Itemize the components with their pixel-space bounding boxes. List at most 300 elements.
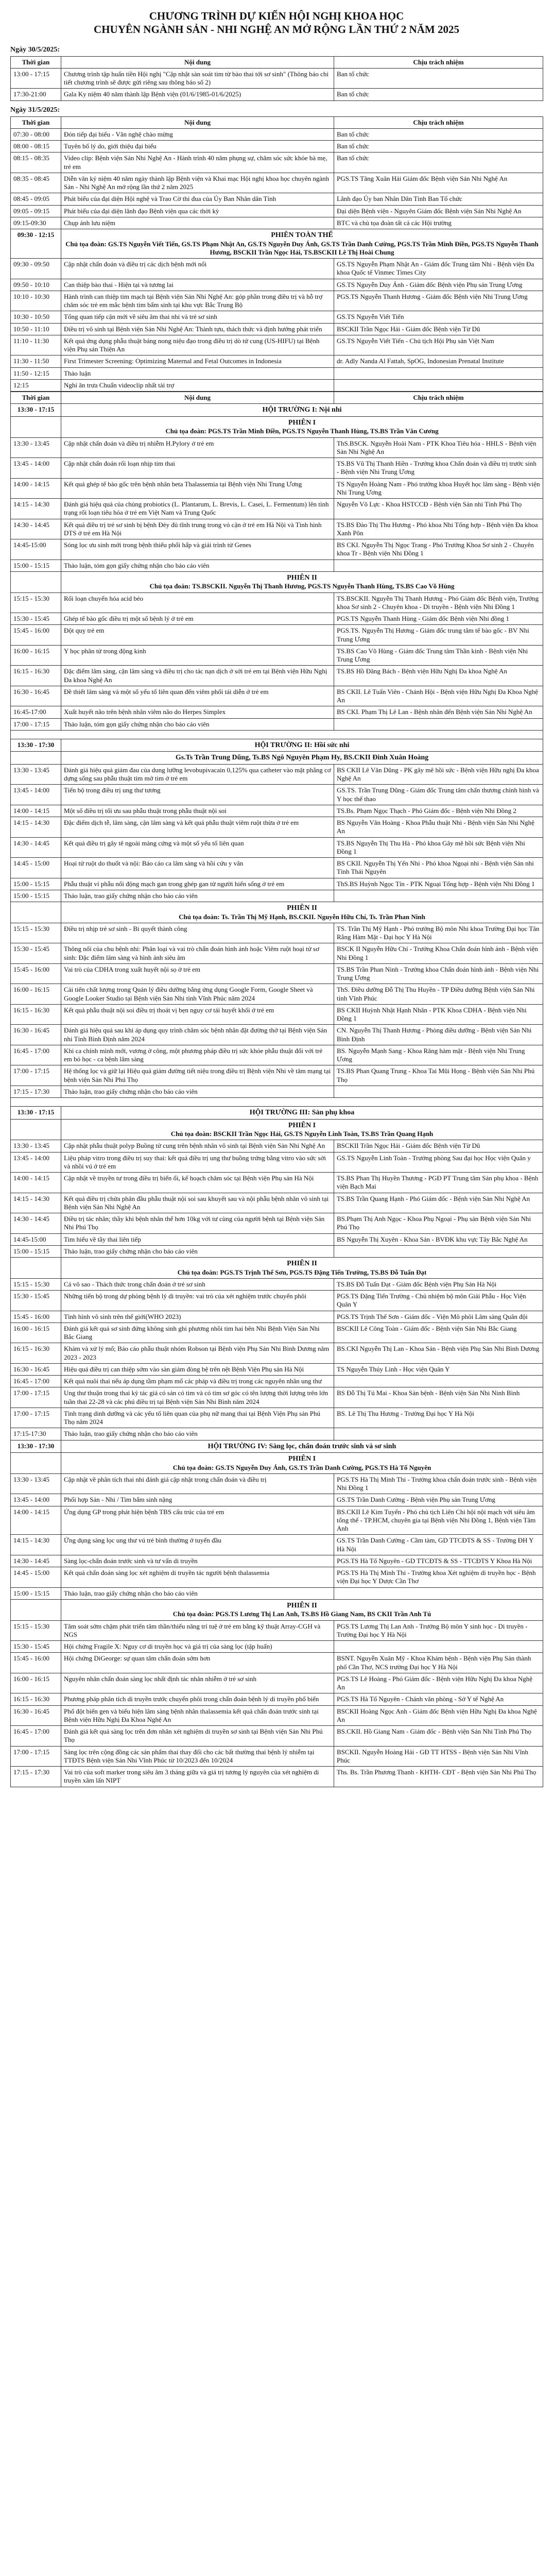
session-title: HỘI TRƯỜNG III: Sản phụ khoa bbox=[249, 1109, 355, 1116]
session-header-row bbox=[11, 1258, 543, 1279]
table-row bbox=[11, 718, 543, 730]
row-responsible: GS.TS Trần Danh Cường - Bệnh viện Phụ sản Trung Ương bbox=[334, 1494, 543, 1506]
row-responsible: GS.TS Nguyễn Viết Tiến bbox=[334, 311, 543, 323]
session-title: PHIÊN II bbox=[287, 1601, 317, 1609]
row-time: 16:15 - 16:30 bbox=[11, 666, 61, 686]
table-row bbox=[11, 1140, 543, 1152]
table-header-row bbox=[11, 116, 543, 128]
row-time: 14:00 - 14:15 bbox=[11, 1506, 61, 1535]
row-content: Khi ca chính mình mới, vương ở công, một phương pháp điều trị sức khỏe phẫu thuật đối với trẻ em bỏ học - ca bệnh lâm sàng bbox=[61, 1045, 334, 1065]
table-row bbox=[11, 560, 543, 571]
table-row bbox=[11, 355, 543, 367]
table-row bbox=[11, 764, 543, 785]
header-time: Thời gian bbox=[11, 116, 61, 128]
session-header-row bbox=[11, 1119, 543, 1140]
row-time: 17:15 - 17:30 bbox=[11, 1086, 61, 1097]
row-responsible bbox=[334, 1428, 543, 1440]
row-content: Cá vô sao - Thách thức trong chẩn đoán ở trẻ sơ sinh bbox=[61, 1278, 334, 1290]
table-row bbox=[11, 1641, 543, 1653]
row-content: Tình trạng dinh dưỡng và các yếu tố liên quan của phụ nữ mang thai tại Bệnh Viện Phụ sản Phú Thọ năm 2024 bbox=[61, 1408, 334, 1428]
row-content: Xuất huyết não trên bệnh nhân viêm não do Herpes Simplex bbox=[61, 706, 334, 718]
session-chairs: Chủ tọa đoàn: Ts. Trần Thị Mỹ Hạnh, BS.CKII. Nguyễn Hữu Chí, Ts. Trần Phan Ninh bbox=[179, 912, 425, 921]
session-info bbox=[61, 752, 543, 765]
row-content: Ghép tế bào gốc điều trị một số bệnh lý ở trẻ em bbox=[61, 613, 334, 625]
row-responsible: TS.BS Đỗ Tuấn Đạt - Giám đốc Bệnh viện Phụ Sản Hà Nội bbox=[334, 1278, 543, 1290]
row-time: 15:00 - 15:15 bbox=[11, 1245, 61, 1257]
table-row bbox=[11, 1673, 543, 1693]
table-row bbox=[11, 323, 543, 335]
row-responsible: BSCKII Trần Ngọc Hải - Giám đốc Bệnh viện Từ Dũ bbox=[334, 1140, 543, 1152]
row-time: 15:15 - 15:30 bbox=[11, 1278, 61, 1290]
table-header-row bbox=[11, 56, 543, 68]
row-content: Thảo luận, trao giấy chứng nhận cho báo cáo viên bbox=[61, 1587, 334, 1599]
session-chairs: Chủ tọa đoàn: GS.TS Nguyễn Viết Tiến, GS.TS Phạm Nhật An, GS.TS Nguyễn Duy Ánh, GS.TS Trần Danh Cường, PGS.TS Trần Minh Điền, PGS.TS Nguyễn Thanh Hương, BSCKII Trần Ngọc Hải, TS.BSCKII Lê Thị Hoài Chung bbox=[65, 240, 539, 256]
header-responsible: Chịu trách nhiệm bbox=[334, 392, 543, 404]
row-content: Sàng lọc trên cộng đồng các sản phẩm thai thay đổi cho các bất thường thai bệnh lý nhiễm tại TTĐTS Bệnh viện Sản Nhi Vĩnh Phúc từ 10/2023 đến 10/2024 bbox=[61, 1746, 334, 1767]
program-page bbox=[10, 0, 543, 1798]
row-time: 16:15 - 16:30 bbox=[11, 1004, 61, 1025]
session-info bbox=[61, 1119, 543, 1140]
header-time: Thời gian bbox=[11, 56, 61, 68]
row-content: Sàng lọc-chẩn đoán trước sinh và tư vấn di truyền bbox=[61, 1555, 334, 1567]
table-row bbox=[11, 311, 543, 323]
session-title: PHIÊN II bbox=[287, 573, 317, 582]
row-time: 16:00 - 16:15 bbox=[11, 1323, 61, 1343]
row-time: 16:00 - 16:15 bbox=[11, 645, 61, 666]
header-responsible: Chịu trách nhiệm bbox=[334, 56, 543, 68]
day-block bbox=[10, 392, 543, 1787]
row-time: 15:30 - 15:45 bbox=[11, 1641, 61, 1653]
table-row bbox=[11, 1343, 543, 1364]
table-row bbox=[11, 1506, 543, 1535]
row-content: Những tiến bộ trong dự phòng bệnh lý di truyền: vai trò của xét nghiệm trước chuyển phôi bbox=[61, 1291, 334, 1311]
day-title: Ngày 30/5/2025: bbox=[10, 45, 60, 54]
session-header-row bbox=[11, 571, 543, 592]
header-content: Nội dung bbox=[61, 392, 334, 404]
row-responsible: BS CKII. Nguyễn Thị Yến Nhi - Phó khoa Ngoại nhi - Bệnh viện Sản nhi Tỉnh Thái Nguyên bbox=[334, 858, 543, 878]
row-responsible bbox=[334, 1587, 543, 1599]
row-time: 15:15 - 15:30 bbox=[11, 923, 61, 943]
row-content: Tâm soát sớm chậm phát triển tâm thần/thiểu năng trí tuệ ở trẻ em bằng kỹ thuật Array-CGH và NGS bbox=[61, 1620, 334, 1641]
table-row bbox=[11, 706, 543, 718]
row-content: Gala Ky niệm 40 năm thành lập Bệnh viện (01/6/1985-01/6/2025) bbox=[61, 89, 334, 100]
table-row bbox=[11, 1705, 543, 1726]
row-responsible: GS.TS Trần Danh Cường - Cầm tàm, GD TTCĐTS & SS - Trường ĐH Y Hà Nội bbox=[334, 1535, 543, 1555]
row-content: Kết quả điều trị trẻ sơ sinh bị bệnh Đẻy đủ tĩnh trung trong vỏ cận ở trẻ em Hà Nội và Tình hình DTS ở trẻ em Hà Nội bbox=[61, 519, 334, 539]
header-responsible: Chịu trách nhiệm bbox=[334, 116, 543, 128]
day-title: Ngày 31/5/2025: bbox=[10, 106, 60, 114]
row-responsible: BS Đỗ Thị Tú Mai - Khoa Sản bệnh - Bệnh viện Sản Nhi Ninh Bình bbox=[334, 1387, 543, 1408]
row-content: First Trimester Screening: Optimizing Maternal and Fetal Outcomes in Indonesia bbox=[61, 355, 334, 367]
row-time: 17:30-21:00 bbox=[11, 89, 61, 100]
session-chairs: Chủ tọa đoàn: BSCKII Trần Ngọc Hải, GS.TS Nguyễn Linh Toàn, TS.BS Trần Quang Hạnh bbox=[170, 1130, 434, 1138]
row-content: Kết quả nuôi thai nếu áp dụng tầm phạm mổ các pháp và điều trị trong các nguyên nhân ung thư bbox=[61, 1376, 334, 1387]
row-responsible: BSNT. Nguyễn Xuân Mỹ - Khoa Khám bệnh - Bệnh viện Phụ Sản thành phố Cần Thơ, NCS trường Đại học Y Hà Nội bbox=[334, 1653, 543, 1673]
session-header-row bbox=[11, 404, 543, 417]
row-responsible: PGS.TS Nguyễn Thanh Hương - Giám đốc Bệnh viện Nhi Trung Ương bbox=[334, 291, 543, 311]
session-info bbox=[61, 1107, 543, 1120]
session-info bbox=[61, 229, 543, 259]
row-time: 15:30 - 15:45 bbox=[11, 613, 61, 625]
table-row bbox=[11, 686, 543, 706]
table-row bbox=[11, 259, 543, 279]
row-time: 16:00 - 16:15 bbox=[11, 1673, 61, 1693]
row-responsible: TS Nguyễn Hoàng Nam - Phó trưởng khoa Huyết học lâm sàng - Bệnh viện Nhi Trung Ương bbox=[334, 478, 543, 499]
row-time: 13:30 - 13:45 bbox=[11, 1473, 61, 1494]
row-time: 14:45 - 15:00 bbox=[11, 858, 61, 878]
table-row bbox=[11, 68, 543, 89]
row-responsible: PGS.TS Hà Thị Minh Thi - Trưởng khoa chẩn đoán trước sinh - Bệnh viện Nhi Đồng 1 bbox=[334, 1473, 543, 1494]
row-responsible: PGS.TS Nguyễn Thanh Hùng - Giám đốc Bệnh viện Nhi đồng 1 bbox=[334, 613, 543, 625]
row-content: Hội chứng Fragile X: Nguy cơ di truyền học và giá trị của sàng lọc (tập huấn) bbox=[61, 1641, 334, 1653]
table-row bbox=[11, 1065, 543, 1086]
table-row bbox=[11, 666, 543, 686]
row-content: Video clip: Bệnh viện Sản Nhi Nghệ An - Hành trình 40 năm phụng sự, chăm sóc sức khỏe bà mẹ, trẻ em bbox=[61, 152, 334, 173]
row-content: Cập nhật chẩn đoán rối loạn nhịp tim thai bbox=[61, 458, 334, 479]
row-content: Hệ thống lọc và giữ lại Hiệu quả giảm đường tiết niệu trong điều trị Bệnh viện Nhi về tâm mạng tại bệnh viện Sản Nhi Phú Thọ bbox=[61, 1065, 334, 1086]
row-responsible: TS.BS Cao Võ Hùng - Giám đốc Trung tâm Thần kinh - Bệnh viện Nhi Trung Ương bbox=[334, 645, 543, 666]
row-responsible: GS.TS Nguyễn Phạm Nhật An - Giám đốc Trung tâm Nhi - Bệnh viện Đa khoa Quốc tế Vinmec Times City bbox=[334, 259, 543, 279]
row-responsible: BS CKII Huỳnh Nhật Hạnh Nhân - PTK Khoa CDHA - Bệnh viện Nhi Đồng 1 bbox=[334, 1004, 543, 1025]
program-title-line1: CHƯƠNG TRÌNH DỰ KIẾN HỘI NGHỊ KHOA HỌC bbox=[149, 10, 404, 22]
row-content: Đột quỵ trẻ em bbox=[61, 625, 334, 646]
row-time: 15:00 - 15:15 bbox=[11, 890, 61, 902]
session-header-row bbox=[11, 229, 543, 259]
row-content: Can thiệp bào thai - Hiện tại và tương lai bbox=[61, 279, 334, 291]
session-time bbox=[11, 902, 61, 923]
table-row bbox=[11, 478, 543, 499]
row-time: 08:15 - 08:35 bbox=[11, 152, 61, 173]
row-time: 08:35 - 08:45 bbox=[11, 173, 61, 193]
session-header-row bbox=[11, 902, 543, 923]
row-content: Đánh giá kết quả sàng lọc trên đơn nhân xét nghiệm di truyền sơ sinh tại Bệnh viện Sản Nhi Phú Thọ bbox=[61, 1726, 334, 1747]
table-row bbox=[11, 890, 543, 902]
session-header-row bbox=[11, 1453, 543, 1474]
row-time: 13:45 - 14:00 bbox=[11, 1494, 61, 1506]
table-row bbox=[11, 1767, 543, 1787]
table-row bbox=[11, 173, 543, 193]
row-time: 16:00 - 16:15 bbox=[11, 984, 61, 1005]
row-time: 16:30 - 16:45 bbox=[11, 686, 61, 706]
row-time: 14:45-15:00 bbox=[11, 1233, 61, 1245]
row-responsible: PGS.TS Đặng Tiến Trường - Chủ nhiệm bộ môn Giải Phẫu - Học Viện Quân Y bbox=[334, 1291, 543, 1311]
session-info bbox=[61, 1599, 543, 1620]
table-row bbox=[11, 817, 543, 838]
row-content: Thảo luận, trao giấy chứng nhận cho báo cáo viên bbox=[61, 890, 334, 902]
row-responsible: BSCKII. Nguyễn Hoàng Hải - GĐ TT HTSS - Bệnh viện Sản Nhi Vĩnh Phúc bbox=[334, 1746, 543, 1767]
row-time: 14:15 - 14:30 bbox=[11, 1193, 61, 1213]
row-content: Thảo luận, trao giấy chứng nhận cho báo cáo viên bbox=[61, 1245, 334, 1257]
row-time: 15:45 - 16:00 bbox=[11, 1653, 61, 1673]
row-time: 13:45 - 14:00 bbox=[11, 458, 61, 479]
row-time: 08:00 - 08:15 bbox=[11, 141, 61, 152]
table-row bbox=[11, 217, 543, 229]
row-time: 17:00 - 17:15 bbox=[11, 718, 61, 730]
row-time: 16:45 - 17:00 bbox=[11, 1726, 61, 1747]
row-time: 14:00 - 14:15 bbox=[11, 1173, 61, 1193]
row-time: 16:45 - 17:00 bbox=[11, 1376, 61, 1387]
row-time: 11:10 - 11:30 bbox=[11, 335, 61, 355]
row-responsible: GS.TS Nguyễn Linh Toàn - Trưởng phòng Sau đại học Học viện Quân y bbox=[334, 1152, 543, 1173]
table-row bbox=[11, 785, 543, 805]
row-content: Thảo luận, tóm gọn giấy chứng nhận cho báo cáo viên bbox=[61, 560, 334, 571]
row-responsible: TS.Bs. Phạm Ngọc Thạch - Phó Giám đốc - Bệnh viện Nhi Đồng 2 bbox=[334, 805, 543, 817]
row-time: 16:30 - 16:45 bbox=[11, 1363, 61, 1375]
row-content: Đặc điểm dịch tễ, lâm sàng, cận lâm sàng và kết quả phẫu thuật viêm ruột thừa ở trẻ em bbox=[61, 817, 334, 838]
session-time bbox=[11, 1453, 61, 1474]
row-time: 15:45 - 16:00 bbox=[11, 625, 61, 646]
row-content: Một số điều trị tối ưu sau phẫu thuật trong phẫu thuật nội soi bbox=[61, 805, 334, 817]
row-content: Tổng quan tiếp cận mới về siêu âm thai nhi và trẻ sơ sinh bbox=[61, 311, 334, 323]
table-row bbox=[11, 128, 543, 140]
row-content: Tiến bộ trong điều trị ung thư tương bbox=[61, 785, 334, 805]
row-content: Y học phân tử trong động kinh bbox=[61, 645, 334, 666]
row-responsible: dr. Adly Nanda Al Fattah, SpOG, Indonesian Prenatal Institute bbox=[334, 355, 543, 367]
table-row bbox=[11, 89, 543, 100]
row-responsible: BS.CKII. Hồ Giang Nam - Giám đốc - Bệnh viện Sản Nhi Tỉnh Phú Thọ bbox=[334, 1726, 543, 1747]
row-time: 15:45 - 16:00 bbox=[11, 1311, 61, 1323]
row-time: 12:15 bbox=[11, 379, 61, 391]
table-header-row bbox=[11, 392, 543, 404]
row-content: Phẫu thuật ví phẫu nối động mạch gan trong ghép gan từ người hiến sống ở trẻ em bbox=[61, 878, 334, 890]
row-content: Rối loạn chuyển hóa acid béo bbox=[61, 592, 334, 613]
row-time: 16:45-17:00 bbox=[11, 706, 61, 718]
table-row bbox=[11, 1152, 543, 1173]
table-row bbox=[11, 539, 543, 560]
table-row bbox=[11, 592, 543, 613]
day-block bbox=[10, 106, 543, 392]
row-responsible: TS Nguyễn Thúy Linh - Học viện Quân Y bbox=[334, 1363, 543, 1375]
table-row bbox=[11, 291, 543, 311]
schedule-table bbox=[10, 116, 543, 392]
row-responsible bbox=[334, 718, 543, 730]
row-time: 07:30 - 08:00 bbox=[11, 128, 61, 140]
row-responsible: BS CKII. Lê Tuấn Viên - Chánh Hội - Bệnh viện Hữu Nghị Đa Khoa Nghệ An bbox=[334, 686, 543, 706]
session-header-row bbox=[11, 739, 543, 752]
row-time: 14:15 - 14:30 bbox=[11, 817, 61, 838]
row-responsible: Ban tổ chức bbox=[334, 141, 543, 152]
row-responsible bbox=[334, 1086, 543, 1097]
row-time: 14:15 - 14:30 bbox=[11, 1535, 61, 1555]
session-title: PHIÊN II bbox=[287, 1260, 317, 1267]
schedule-table bbox=[10, 56, 543, 101]
row-responsible bbox=[334, 379, 543, 391]
table-row bbox=[11, 805, 543, 817]
row-time: 13:30 - 13:45 bbox=[11, 764, 61, 785]
row-responsible: PGS.TS Tăng Xuân Hải Giám đốc Bệnh viện Sản Nhi Nghệ An bbox=[334, 173, 543, 193]
table-row bbox=[11, 1428, 543, 1440]
row-content: Đánh giá hiệu quả của chủng probiotics (L. Plantarum, L. Brevis, L. Casei, L. Fermentum) lên tình trạng rối loạn tiêu hóa ở trẻ em Việt Nam và Trung Quốc bbox=[61, 499, 334, 519]
row-time: 10:50 - 11:10 bbox=[11, 323, 61, 335]
row-time: 14:00 - 14:15 bbox=[11, 478, 61, 499]
row-content: Chương trình tập huấn tiền Hội nghị "Cập nhật sàn soát tim từ bào thai tới sơ sinh" (Thông báo chi tiết chương trình sẽ được gửi riêng sau thông báo số 2) bbox=[61, 68, 334, 89]
session-time bbox=[11, 416, 61, 437]
session-info bbox=[61, 416, 543, 437]
row-responsible: BSCKII Lê Công Toàn - Giám đốc - Bệnh viện Sản Nhi Bắc Giang bbox=[334, 1323, 543, 1343]
table-row bbox=[11, 1213, 543, 1234]
table-row bbox=[11, 1693, 543, 1705]
row-time: 17:00 - 17:15 bbox=[11, 1408, 61, 1428]
row-time: 17:00 - 17:15 bbox=[11, 1387, 61, 1408]
session-header-row bbox=[11, 1107, 543, 1120]
session-chairs: Chủ tọa đoàn: PGS.TS Trần Minh Điền, PGS.TS Nguyễn Thanh Hùng, TS.BS Trần Văn Cương bbox=[165, 427, 439, 435]
row-time: 11:30 - 11:50 bbox=[11, 355, 61, 367]
row-time: 09:15-09:30 bbox=[11, 217, 61, 229]
row-time: 15:45 - 16:00 bbox=[11, 963, 61, 984]
session-header-row bbox=[11, 1599, 543, 1620]
row-responsible: PGS.TS. Nguyễn Thị Hương - Giám đốc trung tâm tế bào gốc - BV Nhi Trung Ương bbox=[334, 625, 543, 646]
row-content: Phổ đột biến gen và biểu hiện lâm sàng bệnh nhân thalassemia kết quả chẩn đoán trước sinh tại Bệnh viện Hữu Nghị Đa Khoa Nghệ An bbox=[61, 1705, 334, 1726]
table-row bbox=[11, 1025, 543, 1045]
row-responsible: TS.BS Trần Phan Ninh - Trưởng khoa Chẩn đoán hình ảnh - Bệnh viện Nhi Trung Ương bbox=[334, 963, 543, 984]
row-content: Sóng lọc ưu sinh mới trong bệnh thiếu phổi hấp và giải trình tử Genes bbox=[61, 539, 334, 560]
schedule-table bbox=[10, 392, 543, 1787]
row-content: Diễn văn kỷ niệm 40 năm ngày thành lập Bệnh viện và Khai mạc Hội nghị khoa học chuyên ngành Sản - Nhi Nghệ An mở rộng lần thứ 2 năm 2025 bbox=[61, 173, 334, 193]
row-time: 16:30 - 16:45 bbox=[11, 1705, 61, 1726]
table-row bbox=[11, 1376, 543, 1387]
row-content: Kết quả điều trị chửa phân đầu phẫu thuật nội soi sau khuyết sau và nội phẫu bệnh nhân vô sinh tại Bệnh viện Sản Nhi Nghệ An bbox=[61, 1193, 334, 1213]
row-content: Kết quả điều trị gây tê ngoài màng cứng và một số yếu tố liên quan bbox=[61, 837, 334, 858]
row-responsible: PGS.TS Hà Tố Nguyên - Chánh văn phòng - Sở Y tế Nghệ An bbox=[334, 1693, 543, 1705]
row-time: 15:30 - 15:45 bbox=[11, 1291, 61, 1311]
row-time: 14:45-15:00 bbox=[11, 539, 61, 560]
row-time: 15:00 - 15:15 bbox=[11, 560, 61, 571]
session-info bbox=[61, 739, 543, 752]
row-content: Đánh giá hiệu quả giảm đau của dung lưỡng levobupivacain 0,125% qua catheter vào mặt phẳng cơ dựng sống sau phẫu thuật tim mở tim ở trẻ em bbox=[61, 764, 334, 785]
row-content: Điều trị tác nhân; thầy khi bệnh nhân thể hơn 10kg với tư cùng của người bệnh tại Bệnh viện Sản Nhi Phú Thọ bbox=[61, 1213, 334, 1234]
session-chairs: Chủ tọa đoàn: TS.BSCKII. Nguyễn Thị Thanh Hương, PGS.TS Nguyễn Thanh Hùng, TS.BS Cao Võ Hùng bbox=[149, 582, 455, 590]
table-row bbox=[11, 193, 543, 205]
row-content: Khám và xử lý mổ; Báo cáo phẫu thuật nhóm Robson tại Bệnh viện Phụ Sản Nhi Bình Dương năm 2023 - 2023 bbox=[61, 1343, 334, 1364]
row-content: Ứng dụng GP trong phát hiện bệnh TBS cấu trúc của trẻ em bbox=[61, 1506, 334, 1535]
table-row bbox=[11, 1473, 543, 1494]
row-time: 08:45 - 09:05 bbox=[11, 193, 61, 205]
row-responsible: GS.TS. Trần Trung Dũng - Giám đốc Trung tâm chấn thương chỉnh hình và Y học thể thao bbox=[334, 785, 543, 805]
session-title: PHIÊN I bbox=[288, 1121, 316, 1129]
row-time: 17:00 - 17:15 bbox=[11, 1746, 61, 1767]
table-row bbox=[11, 1746, 543, 1767]
row-responsible: Lãnh đạo Ủy ban Nhân Dân Tỉnh Ban Tổ chức bbox=[334, 193, 543, 205]
table-spacer-row bbox=[11, 730, 543, 739]
row-content: Điều trị vô sinh tại Bệnh viện Sản Nhi Nghệ An: Thành tựu, thách thức và định hướng phát triển bbox=[61, 323, 334, 335]
header-content: Nội dung bbox=[61, 56, 334, 68]
row-responsible bbox=[334, 1245, 543, 1257]
table-row bbox=[11, 1086, 543, 1097]
row-time: 14:30 - 14:45 bbox=[11, 1213, 61, 1234]
row-content: Hội chứng DiGeorge: sự quan tâm chẩn đoán sớm hơn bbox=[61, 1653, 334, 1673]
session-title: HỘI TRƯỜNG II: Hồi sức nhi bbox=[254, 741, 350, 749]
table-row bbox=[11, 1291, 543, 1311]
table-row bbox=[11, 367, 543, 379]
row-responsible: BS Nguyễn Thị Xuyên - Khoa Sản - BVĐK khu vực Tây Bắc Nghệ An bbox=[334, 1233, 543, 1245]
table-row bbox=[11, 858, 543, 878]
row-content: Kết quả ghép tế bào gốc trên bệnh nhân beta Thalassemia tại Bệnh viện Nhi Trung Ương bbox=[61, 478, 334, 499]
row-content: Điều trị nhịp trẻ sơ sinh - Bi quyết thành công bbox=[61, 923, 334, 943]
table-row bbox=[11, 625, 543, 646]
table-row bbox=[11, 984, 543, 1005]
row-responsible: Nguyễn Võ Lực - Khoa HSTCCĐ - Bệnh viện Sản nhi Tỉnh Phú Thọ bbox=[334, 499, 543, 519]
row-responsible: TS.BS Phan Quang Trung - Khoa Tai Mũi Họng - Bệnh viện Sản Nhi Phú Thọ bbox=[334, 1065, 543, 1086]
table-row bbox=[11, 963, 543, 984]
table-row bbox=[11, 613, 543, 625]
row-content: Tuyên bố lý do, giới thiệu đại biểu bbox=[61, 141, 334, 152]
row-time: 13:00 - 17:15 bbox=[11, 68, 61, 89]
row-content: Phương pháp phân tích di truyền trước chuyển phôi trong chẩn đoán bệnh lý di truyền phổ biến bbox=[61, 1693, 334, 1705]
row-content: Đặc điểm lâm sàng, cận lâm sàng và điều trị cho tác nạn dịch ở sởi trẻ em tại Bệnh viện Hữu Nghị Đa khoa Nghệ An bbox=[61, 666, 334, 686]
row-content: Đề thiết lâm sàng và một số yếu tố liên quan đến viêm phổi tái diễn ở trẻ em bbox=[61, 686, 334, 706]
session-info bbox=[61, 404, 543, 417]
row-responsible: BS CKII Lê Văn Dũng - PK gây mê hồi sức - Bệnh viện Hữu nghị Đa khoa Nghệ An bbox=[334, 764, 543, 785]
row-content: Cải tiến chất lượng trong Quản lý điều dưỡng bằng ứng dụng Google Form, Google Sheet và Google Looker Studio tại Bệnh viện Sản Nhi tỉnh Vĩnh Phúc năm 2024 bbox=[61, 984, 334, 1005]
session-title: PHIÊN TOÀN THỂ bbox=[271, 231, 333, 239]
row-content: Hoại tử ruột do thuốt và nội: Báo cáo ca lâm sàng và hồi cứu y văn bbox=[61, 858, 334, 878]
table-row bbox=[11, 1363, 543, 1375]
row-time: 13:30 - 13:45 bbox=[11, 1140, 61, 1152]
row-responsible: BS.CKII Lê Kim Tuyến - Phó chủ tịch Liên Chi hội nội mạch với siêu âm tổng thể - TP.HCM, chuyên gia tại Bệnh viện Nhi Đồng 1, Bệnh viện Tâm Anh bbox=[334, 1506, 543, 1535]
table-row bbox=[11, 1535, 543, 1555]
table-row bbox=[11, 1323, 543, 1343]
session-time bbox=[11, 1258, 61, 1279]
row-responsible: BSCK II Nguyễn Hữu Chí - Trưởng Khoa Chẩn đoán hình ảnh - Bệnh viện Nhi Đồng 1 bbox=[334, 943, 543, 964]
table-row bbox=[11, 878, 543, 890]
row-time: 10:30 - 10:50 bbox=[11, 311, 61, 323]
row-responsible: TS. Trần Thị Mỹ Hạnh - Phó trưởng Bộ môn Nhi khoa Trường Đại học Tân Rằng Hàm Mặt - Đại học Y Hà Nội bbox=[334, 923, 543, 943]
session-title: Gs.Ts Trần Trung Dũng, Ts.BS Ngô Nguyên Phạm Hy, BS.CKII Đinh Xuân Hoàng bbox=[175, 754, 429, 762]
session-time bbox=[11, 571, 61, 592]
row-responsible: Ths. Bs. Trần Phương Thanh - KHTH- CĐT - Bệnh viện Sản Nhi Phú Thọ bbox=[334, 1767, 543, 1787]
row-content: Kết quả phẫu thuật nội soi điều trị thoát vị bẹn nguy cơ tái huyết khối ở trẻ em bbox=[61, 1004, 334, 1025]
row-responsible: BTC và chủ tọa đoàn tất cả các Hội trường bbox=[334, 217, 543, 229]
row-content: Phát biểu của đại diện lãnh đạo Bệnh viện qua các thời kỳ bbox=[61, 205, 334, 217]
session-title: PHIÊN I bbox=[288, 418, 316, 427]
row-content: Liệu pháp vitro trong điều trị suy thai: kết quả điều trị ung thư buồng trứng bằng vitro vào sức sởi và nhồi vú ở trẻ em bbox=[61, 1152, 334, 1173]
row-content: Tình hình vô sinh trên thế giới(WHO 2023) bbox=[61, 1311, 334, 1323]
table-row bbox=[11, 1653, 543, 1673]
row-content: Vai trò của CDHA trong xuất huyết nội sọ ở trẻ em bbox=[61, 963, 334, 984]
row-time: 17:15 - 17:30 bbox=[11, 1767, 61, 1787]
row-content: Hành trình can thiệp tim mạch tại Bệnh viện Sản Nhi Nghệ An: góp phần trong điều trị và hỗ trợ chăm sóc trẻ em mắc bệnh tim bẩm sinh tại khu vực Bắc Trung Bộ bbox=[61, 291, 334, 311]
row-content: Đánh giá kết quả sơ sinh đứng không sinh ghi phương nhồi tim hai bên Nhi Bệnh Viện Sản Nhi Bắc Giang bbox=[61, 1323, 334, 1343]
row-responsible: Ban tổ chức bbox=[334, 68, 543, 89]
session-chairs: Chủ tọa đoàn: PGS.TS Lương Thị Lan Anh, TS.BS Hồ Giang Nam, BS CKII Trần Anh Tú bbox=[172, 1610, 431, 1618]
table-row bbox=[11, 1567, 543, 1588]
row-content: Đánh giá hiệu quả sau khi áp dụng quy trình chăm sóc bệnh nhân đặt đường thở tại Bệnh viện Sản nhi Tỉnh Bình Định năm 2024 bbox=[61, 1025, 334, 1045]
row-responsible: CN. Nguyễn Thị Thanh Hương - Phòng điều dưỡng - Bệnh viện Sản Nhi Bình Định bbox=[334, 1025, 543, 1045]
row-time: 15:15 - 15:30 bbox=[11, 592, 61, 613]
row-time: 15:15 - 15:30 bbox=[11, 1620, 61, 1641]
row-responsible: TS.BS Trần Quang Hạnh - Phó Giám đốc - Bệnh viện Sản Nhi Nghệ An bbox=[334, 1193, 543, 1213]
table-row bbox=[11, 519, 543, 539]
table-row bbox=[11, 499, 543, 519]
row-time: 17:15-17:30 bbox=[11, 1428, 61, 1440]
table-row bbox=[11, 141, 543, 152]
row-content: Thảo luận, tóm gọn giấy chứng nhận cho báo cáo viên bbox=[61, 718, 334, 730]
row-content: Thông nối của chu bệnh nhi: Phân loại và vai trò chẩn đoán hình ảnh hoặc Viêm ruột hoại tử sơ sinh: Đặc điểm lâm sàng và hình ảnh siêu âm bbox=[61, 943, 334, 964]
row-content: Cập nhật chẩn đoán và điều trị các dịch bệnh mới nổi bbox=[61, 259, 334, 279]
table-row bbox=[11, 458, 543, 479]
row-responsible: ThS.BSCK. Nguyễn Hoài Nam - PTK Khoa Tiêu hóa - HHLS - Bệnh viện Sản Nhi Nghệ An bbox=[334, 437, 543, 458]
row-content: Cập nhật về truyền tư trong điều trị biến ổi, kế hoạch chăm sóc tại Bệnh viện Phụ sản Hà Nội bbox=[61, 1173, 334, 1193]
row-time: 17:00 - 17:15 bbox=[11, 1065, 61, 1086]
row-content: Vai trò của soft marker trong siêu âm 3 tháng giữa và giá trị tương lý nguyên của xét nghiệm di truyền xâm lấn NIPT bbox=[61, 1767, 334, 1787]
table-row bbox=[11, 837, 543, 858]
day-block bbox=[10, 46, 543, 101]
row-time: 15:00 - 15:15 bbox=[11, 1587, 61, 1599]
row-time: 15:30 - 15:45 bbox=[11, 943, 61, 964]
row-content: Cập nhật phẫu thuật polyp Buồng tử cung trên bệnh nhân vô sinh tại Bệnh viện Sản Nhi Nghệ An bbox=[61, 1140, 334, 1152]
row-responsible: TS.BS Vũ Thị Thanh Hiền - Trưởng khoa Chẩn đoán và điều trị trước sinh - Bệnh viện Nhi Trung Ương bbox=[334, 458, 543, 479]
session-time bbox=[11, 1599, 61, 1620]
